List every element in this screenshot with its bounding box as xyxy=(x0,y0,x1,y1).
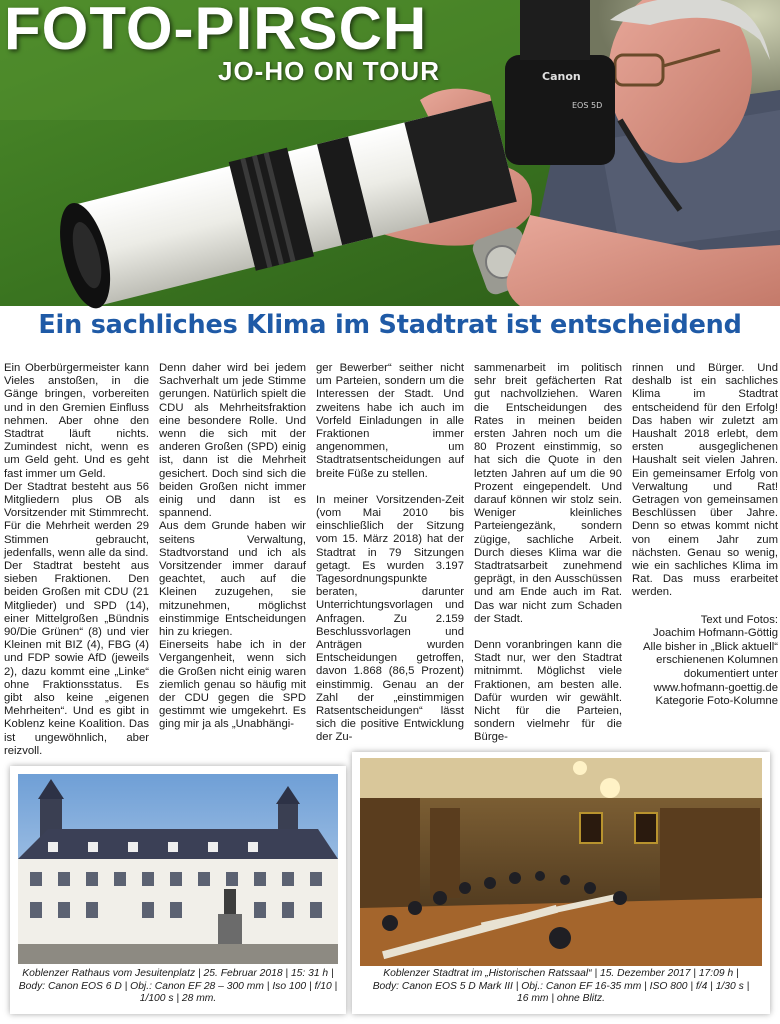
paragraph: Denn daher wird bei jedem Sachverhalt um jede Stimme gerungen. Natürlich spielt die CDU als Mehrheitsfraktion eine besondere Rolle. Und wenn die sich mit der anderen Großen (SPD) einig ist, dann ist die Mehrheit gesichert. Doch sind sich die beiden Großen nicht immer einig und dann ist es spannend. xyxy=(159,362,306,520)
masthead-subtitle: JO-HO ON TOUR xyxy=(218,56,440,86)
paragraph: Aus dem Grunde haben wir seitens Verwaltung, Stadtvorstand und ich als Vorsitzender immer darauf geachtet, auch auf die Kleinen zuzugehen, sie mitzunehmen, möglichst einstimmige Entscheidungen hin zu kriegen. xyxy=(159,520,306,639)
caption-line: Body: Canon EOS 5 D Mark III | Obj.: Canon EF 16-35 mm | ISO 800 | f/4 | 1/30 s | xyxy=(372,980,750,992)
camera-brand: Canon xyxy=(542,70,581,83)
paragraph: ger Bewerber“ seither nicht um Parteien, sondern um die Interessen der Stadt. Und zweitens habe ich auch im Vorfeld Einladungen in alle Fraktionen immer angenommen, um Stadtratsentscheidungen auf breite Füße zu stellen. xyxy=(316,362,464,480)
paragraph: In meiner Vorsitzenden-Zeit (vom Mai 2010 bis einschließlich der Sitzung vom 15. März 2018) hat der Stadtrat in 79 Sitzungen getagt. Es wurden 3.197 Tagesordnungspunkte beraten, darunter Unterrichtungsvorlagen und Anfragen. Zu 2.159 Beschlussvorlagen und Anträgen wurden Entscheidungen getroffen, davon 1.868 (86,5 Prozent) einstimmig. Genau an der Zahl der „einstimmigen Ratsentscheidungen“ lässt sich die positive Entwicklung der Zu- xyxy=(316,493,464,744)
article-column-3 xyxy=(316,362,464,750)
paragraph: Der Stadtrat besteht aus 56 Mitgliedern plus OB als Vorsitzender mit Stimmrecht. Für die Mehrheit werden 29 Stimmen gebraucht, jedenfalls, wenn alle da sind. xyxy=(4,480,149,559)
masthead-title: FOTO-PIRSCH xyxy=(4,0,428,62)
article-column-2 xyxy=(159,362,306,750)
article-column-5 xyxy=(632,362,778,750)
article-body xyxy=(4,362,778,757)
article-column-4 xyxy=(474,362,622,750)
paragraph: rinnen und Bürger. Und deshalb ist ein sachliches Klima im Stadtrat entscheidend für den Erfolg! Das haben wir zuletzt am Haushalt 2018 erlebt, dem ersten ausgeglichenen Haushalt seit vielen Jahren. Ein gemeinsamer Erfolg von Verwaltung und Rat! Getragen von gemeinsamen Beschlüssen über Jahre. Denn so etwas kommt nicht von einem Jahr zum nächsten. Genau so wenig, wie ein sachliches Klima im Rat. Das muss erarbeitet werden. xyxy=(632,362,778,599)
credit-line: Text und Fotos: xyxy=(700,613,778,626)
paragraph: sammenarbeit im politisch sehr breit gefächerten Rat gut nachvollziehen. Waren die Entscheidungen des Rates in meinen beiden ersten Jahren noch um die 80 Prozent einstimmig, so hat sich die Quote in den letzten Jahren auf um die 90 Prozent eingependelt. Und darauf können wir stolz sein. Weniger kleinliches Parteiengezänk, sondern zügige, sachliche Arbeit. Durch dieses Klima war die Stadtratsarbeit zunehmend geprägt, in den Ausschüssen und am Ende auch im Rat. Das war nicht zum Schaden der Stadt. xyxy=(474,362,622,625)
caption-line: Koblenzer Stadtrat im „Historischen Ratssaal“ | 15. Dezember 2017 | 17:09 h | xyxy=(383,968,739,979)
credit-line: Alle bisher in „Blick aktuell“ xyxy=(643,640,778,653)
photo-card-rathaus xyxy=(10,766,346,1014)
credit-line: erschienenen Kolumnen xyxy=(656,654,778,667)
photo-caption-ratssaal xyxy=(358,968,764,1006)
paragraph: Einerseits habe ich in der Vergangenheit, wenn sich die Großen nicht einig waren ziemlich genau so häufig mit der CDU gegen die SPD gestimmt wie umgekehrt. Es ging mir ja als „Unabhängi- xyxy=(159,639,306,731)
photo-card-ratssaal xyxy=(352,752,770,1014)
ratssaal-photo xyxy=(360,758,762,966)
credit-line: Joachim Hofmann-Göttig xyxy=(653,627,778,640)
hero-photo xyxy=(0,0,780,306)
credit-line: www.hofmann-goettig.de xyxy=(653,681,778,694)
caption-line: 1/100 s | 28 mm. xyxy=(139,993,217,1004)
article-headline: Ein sachliches Klima im Stadtrat ist entscheidend xyxy=(38,310,742,340)
paragraph: Der Stadtrat besteht aus sieben Fraktionen. Den beiden Großen mit CDU (21 Mitglieder) und SPD (14), einer Mittelgroßen „Bündnis 90/Die Grünen“ (8) und vier Kleinen mit BIZ (4), FBG (4) und FDP sowie AfD (jeweils 2), dazu kommt eine „Linke“ ohne Fraktionsstatus. Es gibt also keine „eigenen Mehrheiten“. Und es gibt in Koblenz keine Koalition. Das ist ungewöhnlich, aber reizvoll. xyxy=(4,560,149,757)
camera-model: EOS 5D xyxy=(572,101,603,110)
article-column-1 xyxy=(4,362,149,757)
caption-line: Body: Canon EOS 6 D | Obj.: Canon EF 28 – 300 mm | Iso 100 | f/10 | xyxy=(18,980,338,992)
author-credit xyxy=(632,614,778,709)
paragraph: Ein Oberbürgermeister kann Vieles anstoßen, in die Gänge bringen, vorbereiten und in den Gremien Einfluss nehmen. Aber ohne den Stadtrat läuft nichts. Zumindest nicht, wenn es um Geld geht. Und es geht fast immer um Geld. xyxy=(4,362,149,480)
credit-line: dokumentiert unter xyxy=(683,668,778,681)
rathaus-photo xyxy=(18,774,338,964)
caption-line: Koblenzer Rathaus vom Jesuitenplatz | 25. Februar 2018 | 15: 31 h | xyxy=(22,968,334,979)
caption-line: 16 mm | ohne Blitz. xyxy=(517,993,605,1004)
paragraph: Denn voranbringen kann die Stadt nur, wer den Stadtrat mitnimmt. Möglichst viele Fraktionen, am besten alle. Dafür wurden wir gewählt. Nicht für die Parteien, sondern vielmehr für die Bürge- xyxy=(474,639,622,744)
credit-line: Kategorie Foto-Kolumne xyxy=(655,695,778,708)
photo-caption-rathaus xyxy=(16,968,340,1006)
